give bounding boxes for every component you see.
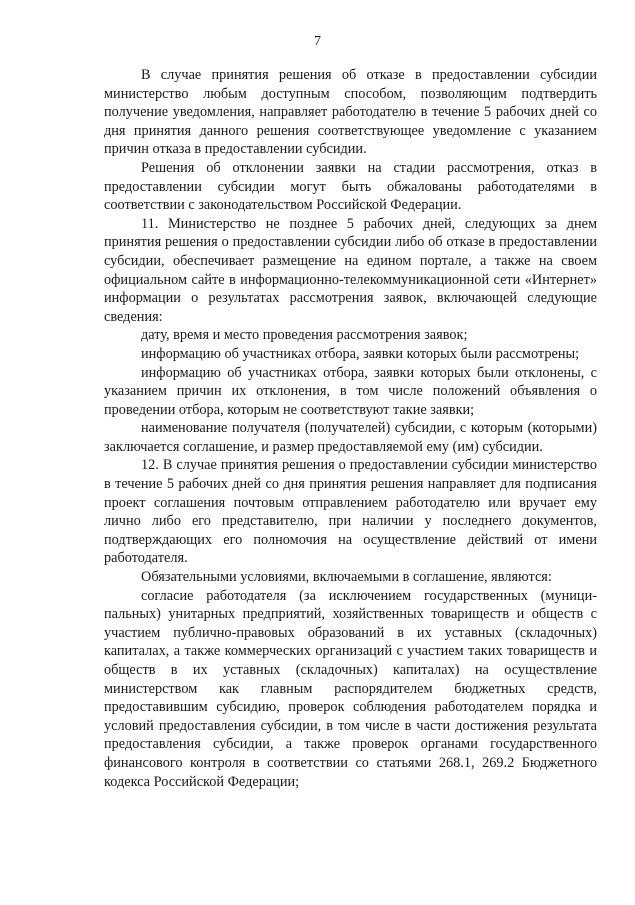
list-item-date-time-place: дату, время и место проведения рассмотрения заявок; [141, 327, 468, 344]
list-item-rejected-participants: информацию об участниках отбора, заявки которых были отклонены, с указанием причин их отклонения, в том числе положений объявления о проведении отбора, которым не соответствуют такие заявки; [104, 364, 597, 418]
paragraph-mandatory-conditions: Обязательными условиями, включаемыми в соглашение, являются: [141, 569, 552, 586]
paragraph-12-agreement: 12. В случае принятия решения о предоставлении субсидии министерство в течение 5 рабочих дней со дня принятия решения направляет для подписания проект соглашения почтовым отправлением работодателю или вручает ему лично либо его представителю, при наличии у последнего документов, подтверждающих его полномочия на осуществление действий от имени работодателя. [104, 457, 597, 567]
paragraph-refusal-notice: В случае принятия решения об отказе в предоставлении субсидии министерство любым доступным способом, позволяющим подтвердить получение уведомления, направляет работодателю в течение 5 рабочих дней со дня принятия данного решения соответствующее уведомление с указанием причин отказа в предоставлении субсидии. [104, 67, 597, 158]
list-item-reviewed-participants: информацию об участниках отбора, заявки которых были рассмотрены; [141, 345, 580, 362]
list-item-employer-consent: согласие работодателя (за исключением государственных (муници-пальных) унитарных предприятий, хозяйственных товариществ и обществ с участием публично-правовых образований в их уставных (складочных) капиталах, а также коммерческих организаций с участием таких товариществ и обществ в их уставных (складочных) капиталах) на осуществление министерством как главным распорядителем бюджетных средств, предоставившим субсидию, проверок соблюдения работодателем порядка и условий предоставления субсидии, в том числе в части достижения результата предоставления субсидии, а также проверок органами государственного финансового контроля в соответствии со статьями 268.1, 269.2 Бюджетного кодекса Российской Федерации; [104, 587, 597, 790]
list-item-recipient-name: наименование получателя (получателей) субсидии, с которым (которыми) заключается соглашение, и размер предоставляемой ему (им) субсидии. [104, 420, 597, 455]
paragraph-11-publication: 11. Министерство не позднее 5 рабочих дней, следующих за днем принятия решения о предоставлении субсидии либо об отказе в предоставлении субсидии, обеспечивает размещение на едином портале, а также на своем официальном сайте в информационно-телекоммуникационной сети «Интернет» информации о результатах рассмотрения заявок, включающей следующие сведения: [104, 215, 597, 325]
document-body [104, 66, 597, 791]
page-number: 7 [314, 34, 321, 49]
paragraph-appeal: Решения об отклонении заявки на стадии рассмотрения, отказ в предоставлении субсидии могут быть обжалованы работодателями в соответствии с законодательством Российской Федерации. [104, 159, 597, 214]
